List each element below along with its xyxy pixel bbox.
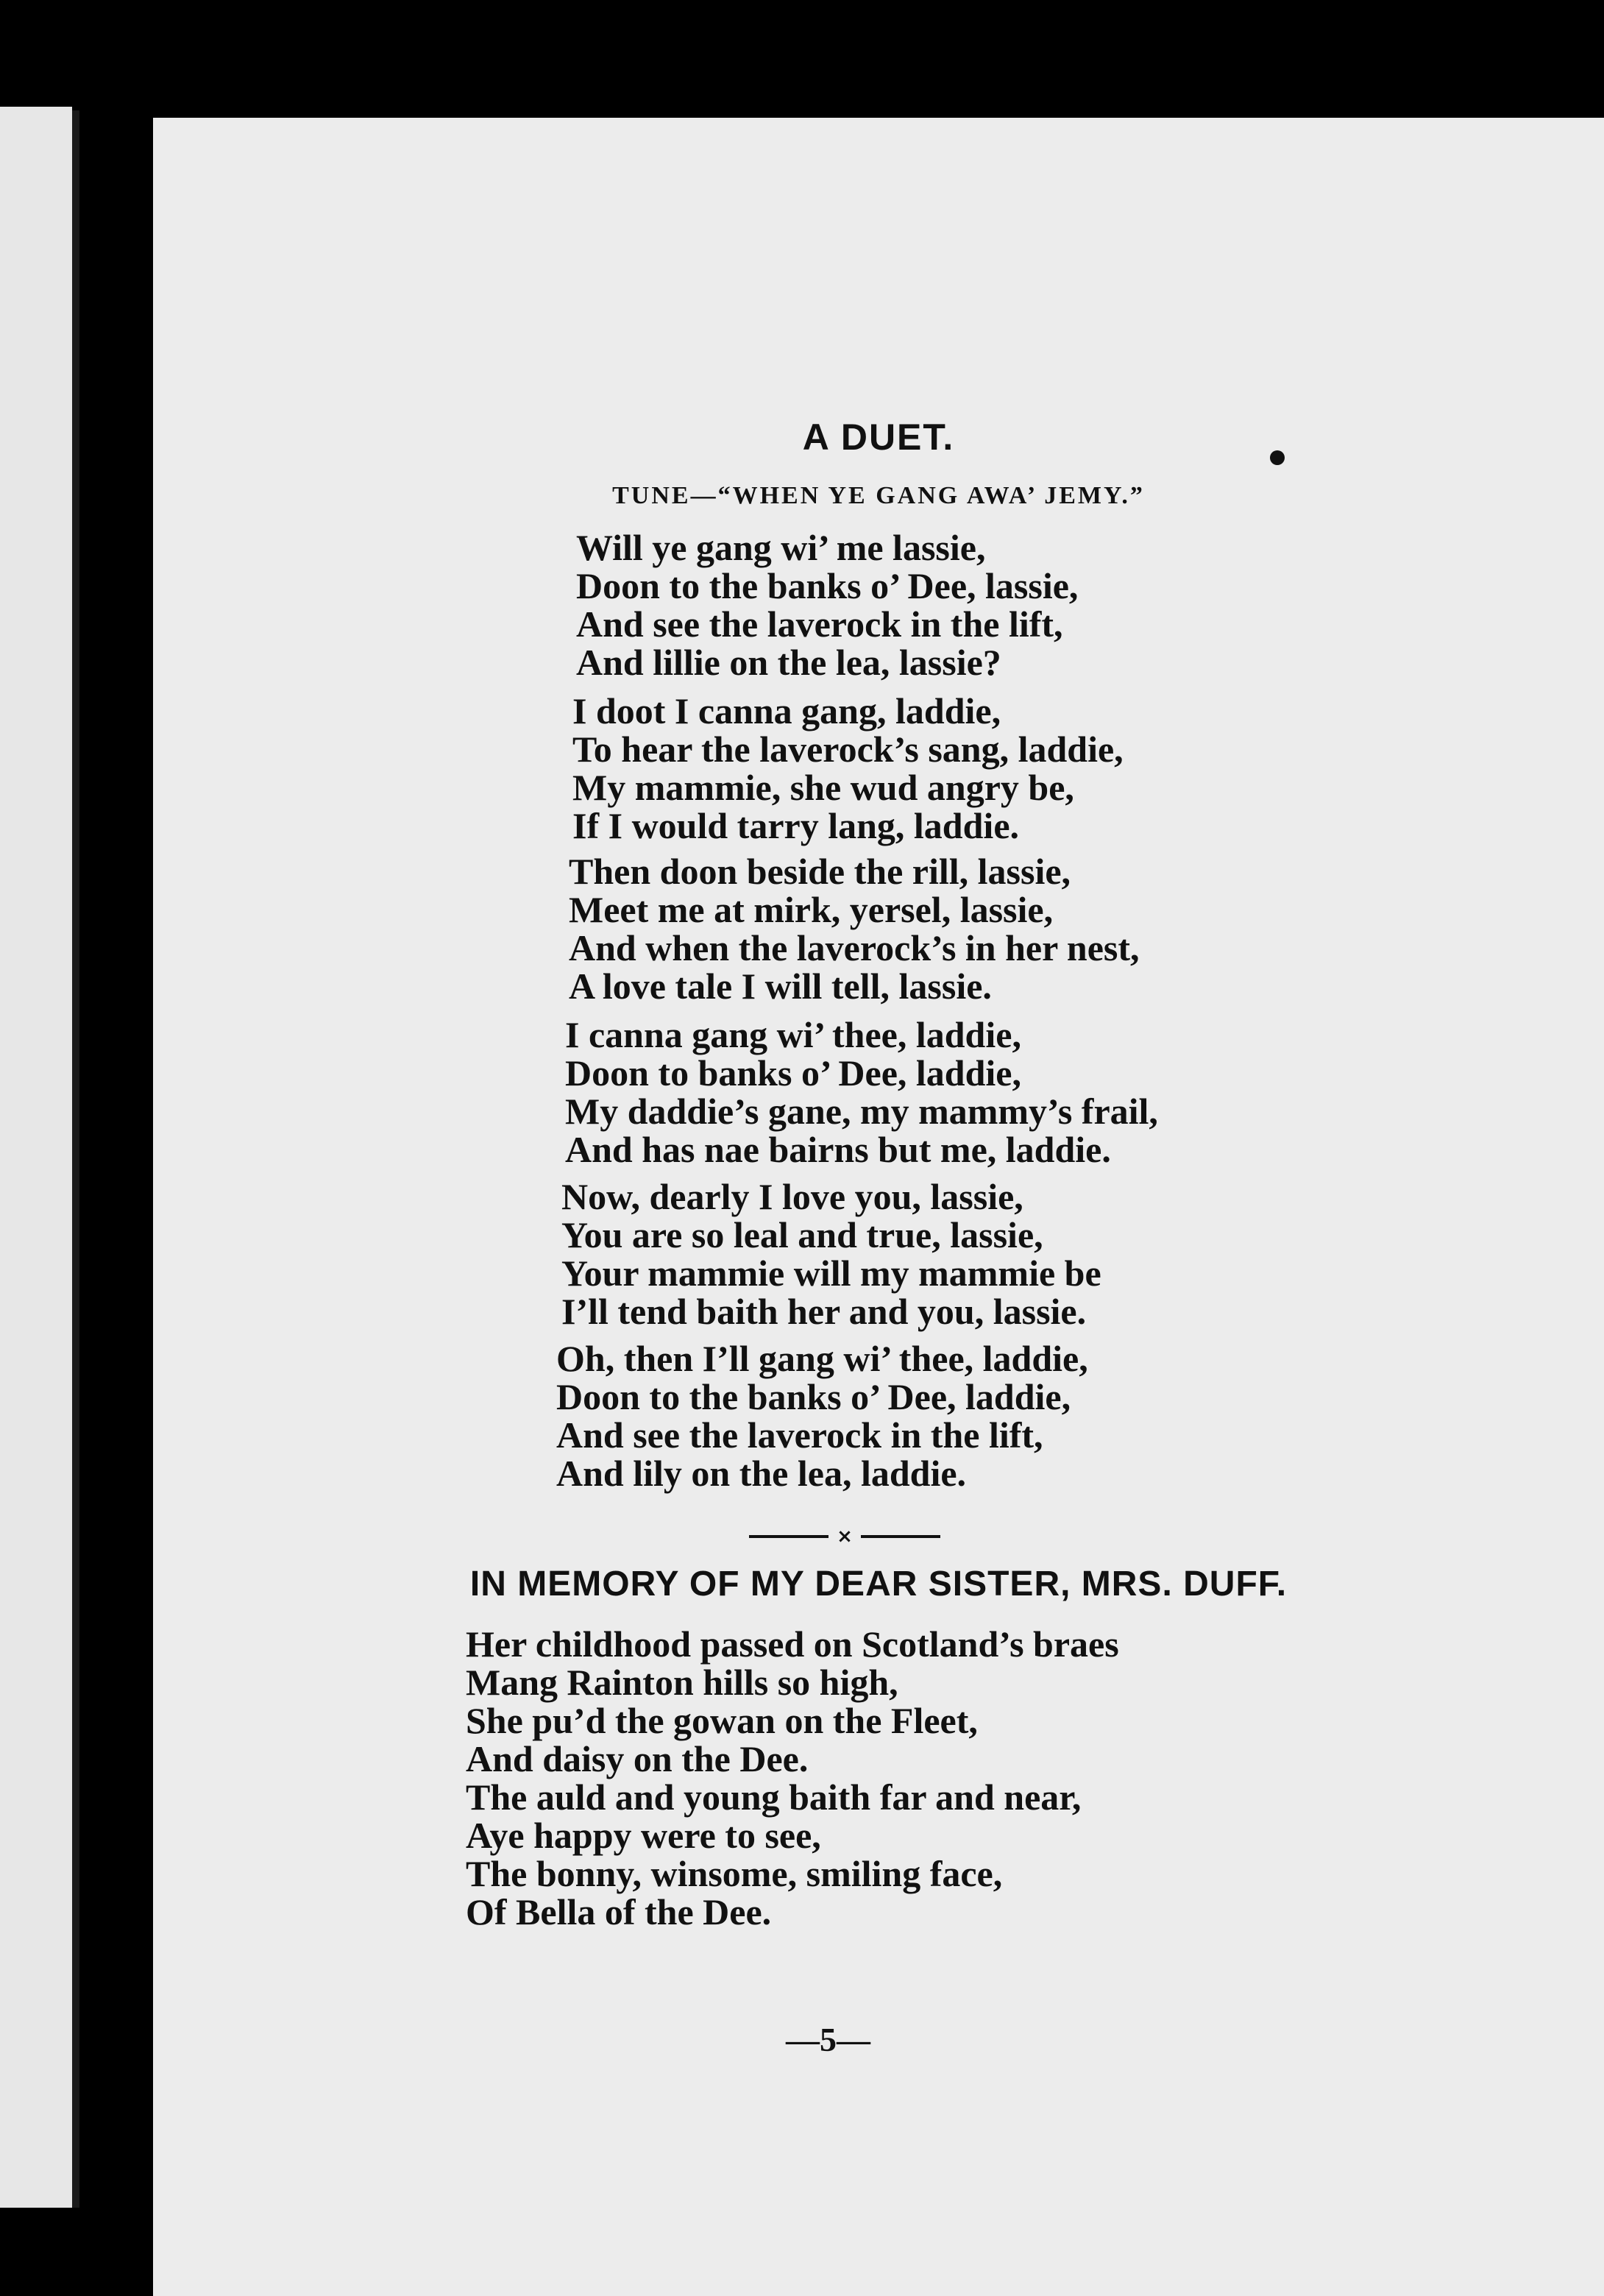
memory-poem [466,1625,1119,1931]
verse-line: My mammie, she wud angry be, [572,767,1074,808]
verse-line: She pu’d the gowan on the Fleet, [466,1700,978,1741]
verse-line: I canna gang wi’ thee, laddie, [565,1014,1021,1055]
verse-line: The auld and young baith far and near, [466,1776,1082,1818]
verse-line: I doot I canna gang, laddie, [572,690,1001,731]
memory-title: IN MEMORY OF MY DEAR SISTER, MRS. DUFF. [469,1565,1288,1604]
verse-line: Now, dearly I love you, lassie, [561,1176,1023,1217]
verse-line: Her childhood passed on Scotland’s braes [466,1623,1119,1665]
divider-mark: × [837,1526,853,1548]
book-spine [72,110,79,2208]
verse-line: You are so leal and true, lassie, [561,1214,1043,1255]
tune-line: TUNE—“WHEN YE GANG AWA’ JEMY.” [612,482,1145,509]
verse-line: And see the laverock in the lift, [576,603,1063,645]
verse-line: Meet me at mirk, yersel, lassie, [569,889,1054,930]
verse-line: Will ye gang wi’ me lassie, [576,527,986,568]
verse-line: My daddie’s gane, my mammy’s frail, [565,1091,1158,1132]
duet-stanza-6 [556,1339,1088,1492]
verse-line: And see the laverock in the lift, [556,1414,1043,1456]
verse-line: Doon to banks o’ Dee, laddie, [565,1052,1021,1094]
duet-stanza-1 [576,528,1078,681]
ink-dot [1270,450,1285,465]
verse-line: Of Bella of the Dee. [466,1891,772,1932]
duet-title: A DUET. [802,417,955,458]
section-divider [749,1522,940,1551]
verse-line: Doon to the banks o’ Dee, laddie, [556,1376,1071,1417]
verse-line: Mang Rainton hills so high, [466,1662,898,1703]
verse-line: The bonny, winsome, smiling face, [466,1853,1003,1894]
verse-line: And when the laverock’s in her nest, [569,927,1140,968]
verse-line: And daisy on the Dee. [466,1738,809,1779]
duet-stanza-5 [561,1177,1101,1331]
book-page [153,118,1604,2296]
verse-line: Doon to the banks o’ Dee, lassie, [576,565,1079,606]
duet-stanza-2 [572,692,1124,845]
divider-rule [861,1535,940,1538]
duet-stanza-4 [565,1016,1158,1169]
facing-page-edge [0,107,72,2208]
verse-line: Then doon beside the rill, lassie, [569,851,1071,892]
verse-line: And lily on the lea, laddie. [556,1453,967,1494]
page-number: —5— [786,2021,870,2058]
duet-stanza-3 [569,852,1140,1005]
verse-line: A love tale I will tell, lassie. [569,965,992,1007]
verse-line: I’ll tend baith her and you, lassie. [561,1291,1087,1332]
verse-line: Your mammie will my mammie be [561,1252,1101,1294]
verse-line: Oh, then I’ll gang wi’ thee, laddie, [556,1338,1088,1379]
verse-line: If I would tarry lang, laddie. [572,805,1020,846]
divider-rule [749,1535,828,1538]
verse-line: And lillie on the lea, lassie? [576,642,1001,683]
verse-line: And has nae bairns but me, laddie. [565,1129,1111,1170]
verse-line: To hear the laverock’s sang, laddie, [572,729,1124,770]
verse-line: Aye happy were to see, [466,1815,821,1856]
